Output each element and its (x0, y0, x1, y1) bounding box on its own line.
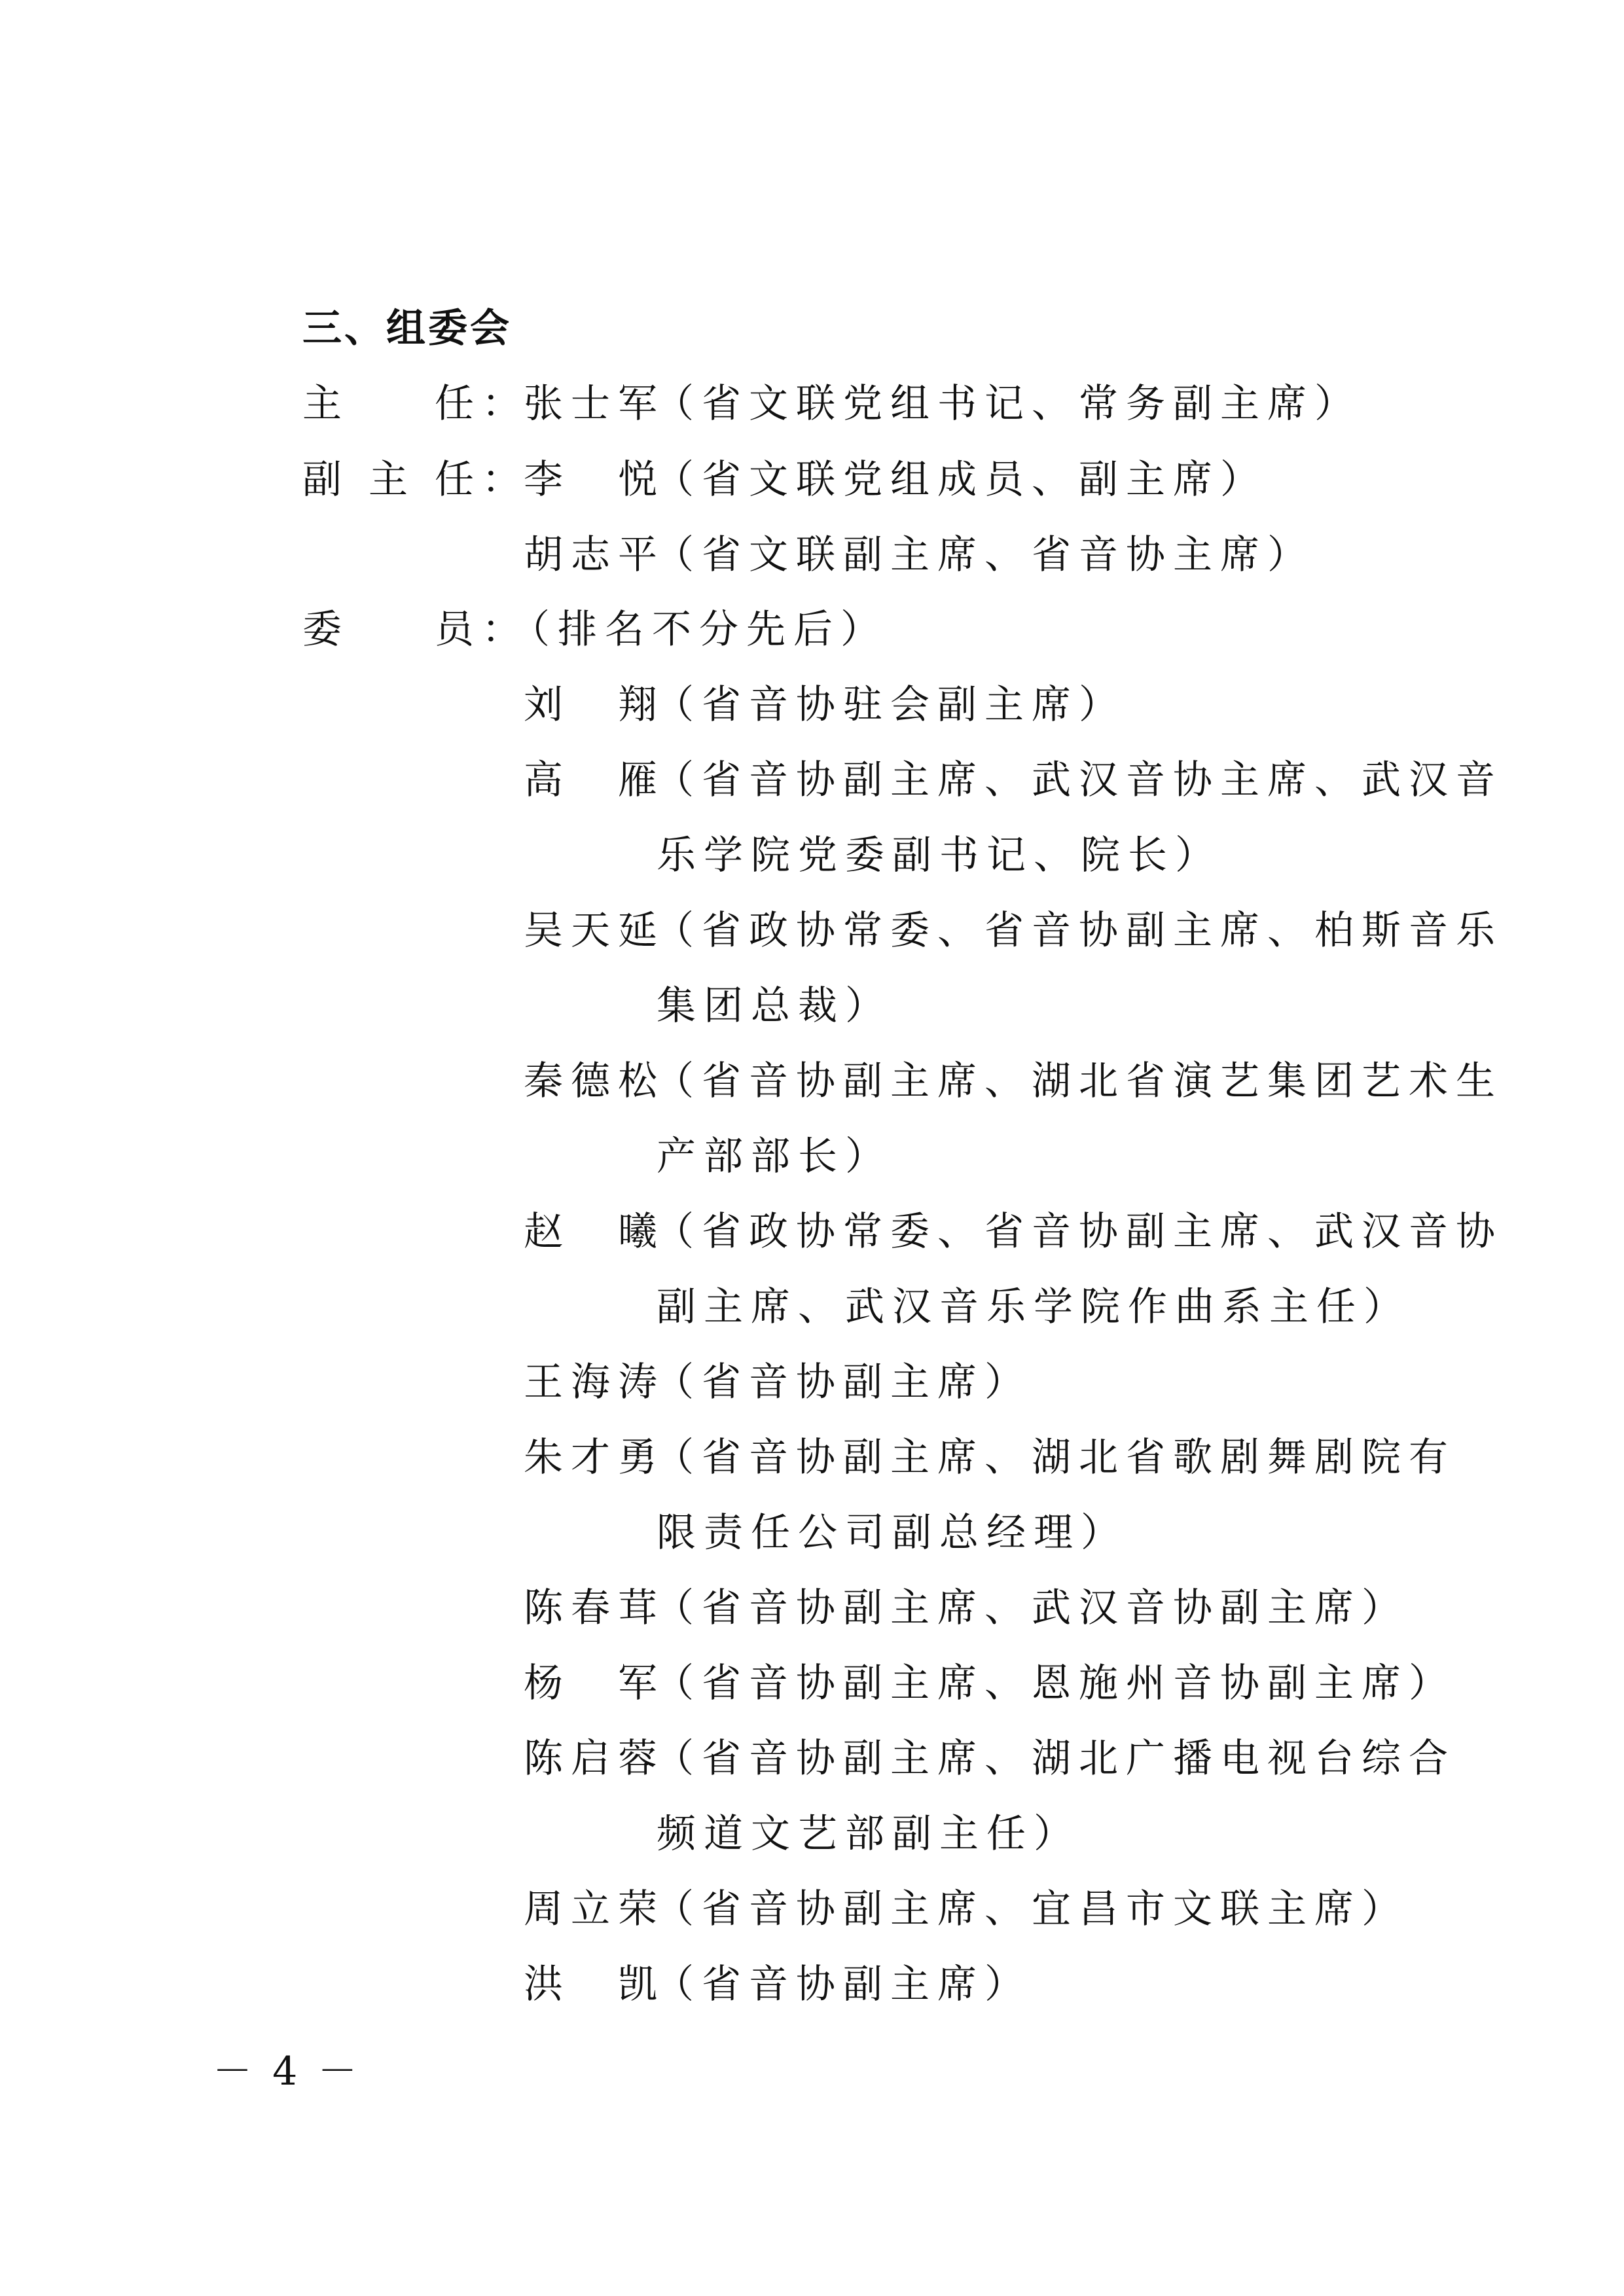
members-label-b: 员： (435, 607, 529, 653)
deputy-label-a: 副 (302, 457, 350, 503)
member-note: （省音协驻会副主席） (655, 682, 1126, 728)
members-label-a: 委 (302, 607, 350, 653)
member-name: 秦德松 (524, 1058, 665, 1104)
deputy-name-2: 胡志平 (524, 532, 665, 578)
deputy-name-1: 李 悦 (524, 457, 665, 503)
member-name: 高 雁 (524, 757, 665, 803)
member-note-line2: 频道文艺部副主任） (657, 1811, 1081, 1857)
deputy-label-c: 任： (435, 457, 529, 503)
member-name: 赵 曦 (524, 1209, 665, 1255)
member-name: 周立荣 (524, 1886, 665, 1932)
member-note-line2: 产部部长） (657, 1134, 892, 1179)
member-note: （省音协副主席、湖北广播电视台综合 (655, 1736, 1456, 1782)
member-note-line2: 限责任公司副总经理） (657, 1510, 1128, 1556)
director-label-a: 主 (302, 381, 350, 427)
member-note: （省音协副主席、宜昌市文联主席） (655, 1886, 1409, 1932)
member-name: 朱才勇 (524, 1435, 665, 1480)
deputy-note-1: （省文联党组成员、副主席） (655, 457, 1267, 503)
member-note: （省音协副主席、恩施州音协副主席） (655, 1660, 1456, 1706)
member-note: （省政协常委、省音协副主席、柏斯音乐 (655, 908, 1503, 954)
member-note: （省音协副主席、武汉音协主席、武汉音 (655, 757, 1503, 803)
member-note: （省音协副主席） (655, 1962, 1032, 2007)
member-note: （省音协副主席、湖北省演艺集团艺术生 (655, 1058, 1503, 1104)
member-note-line2: 集团总裁） (657, 983, 892, 1029)
deputy-note-2: （省文联副主席、省音协主席） (655, 532, 1314, 578)
member-note: （省音协副主席） (655, 1359, 1032, 1405)
member-name: 陈春茸 (524, 1585, 665, 1631)
member-name: 杨 军 (524, 1660, 665, 1706)
member-name: 洪 凯 (524, 1962, 665, 2007)
member-note: （省音协副主席、武汉音协副主席） (655, 1585, 1409, 1631)
members-order-note: （排名不分先后） (511, 607, 888, 653)
member-name: 刘 翔 (524, 682, 665, 728)
section-title: 三、组委会 (302, 306, 512, 351)
page-number: － 4 － (213, 2049, 361, 2094)
deputy-label-b: 主 (369, 457, 416, 503)
director-name: 张士军 (524, 381, 665, 427)
member-note-line2: 副主席、武汉音乐学院作曲系主任） (657, 1284, 1411, 1330)
member-note: （省音协副主席、湖北省歌剧舞剧院有 (655, 1435, 1456, 1480)
director-note: （省文联党组书记、常务副主席） (655, 381, 1362, 427)
member-note-line2: 乐学院党委副书记、院长） (657, 833, 1222, 878)
member-name: 王海涛 (524, 1359, 665, 1405)
member-note: （省政协常委、省音协副主席、武汉音协 (655, 1209, 1503, 1255)
member-name: 吴天延 (524, 908, 665, 954)
member-name: 陈启蓉 (524, 1736, 665, 1782)
director-label-b: 任： (435, 381, 529, 427)
